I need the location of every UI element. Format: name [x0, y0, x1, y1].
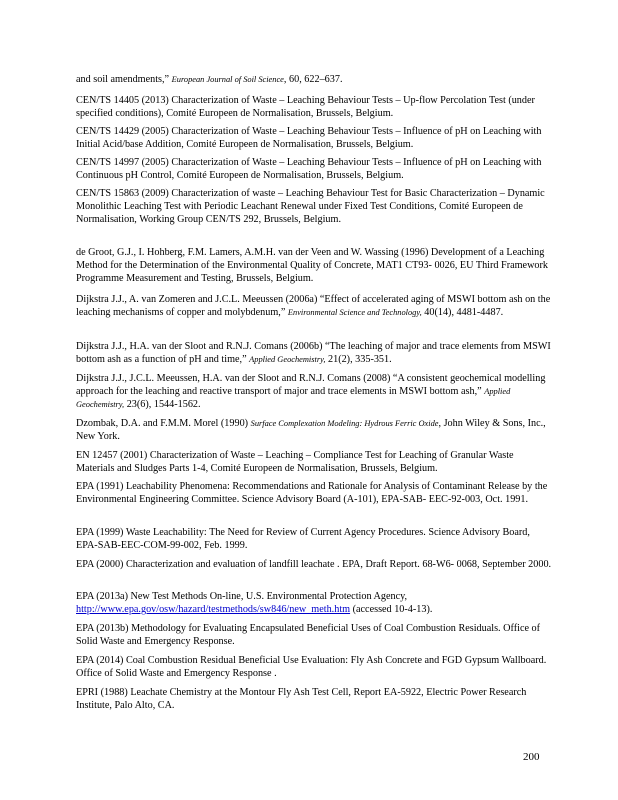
reference-entry: EPA (2014) Coal Combustion Residual Beneficial Use Evaluation: Fly Ash Concrete and FGD Gypsum Wallboard. Office of Solid Waste and Emergency Response .	[76, 655, 547, 679]
reference-entry: EPA (2000) Characterization and evaluation of landfill leachate . EPA, Draft Report. 68‐W6‐ 0068, September 2000.	[76, 559, 552, 570]
reference-entry: EN 12457 (2001) Characterization of Waste – Leaching – Compliance Test for Leaching of Granular Waste Materials and Sludges Parts 1‐4, Comité Europeen de Normalisation, Brussels, Belgium.	[76, 450, 514, 474]
reference-entry: CEN/TS 15863 (2009) Characterization of waste – Leaching Behaviour Test for Basic Characterization – Dynamic Monolithic Leaching Test with Periodic Leachant Renewal under Fixed Test Conditions, Comité Europeen de Normalisation, Working Group CEN/TS 292, Brussels, Belgium.	[76, 188, 545, 225]
reference-entry: Dzombak, D.A. and F.M.M. Morel (1990) Surface Complexation Modeling: Hydrous Ferric Oxide, John Wiley & Sons, Inc., New York.	[76, 418, 546, 442]
reference-entry: Dijkstra J.J., A. van Zomeren and J.C.L. Meeussen (2006a) “Effect of accelerated aging of MSWI bottom ash on the leaching mechanisms of copper and molybdenum,” Environmental Science and Technology, 40(14), 4481‐4487.	[76, 294, 551, 318]
reference-entry: and soil amendments,” European Journal of Soil Science, 60, 622–637.	[76, 74, 343, 85]
reference-entry: CEN/TS 14405 (2013) Characterization of Waste – Leaching Behaviour Tests – Up‐flow Percolation Test (under specified conditions), Comité Europeen de Normalisation, Brussels, Belgium.	[76, 95, 535, 119]
reference-entry: EPA (2013a) New Test Methods On‐line, U.S. Environmental Protection Agency, http://www.epa.gov/osw/hazard/testmethods/sw846/new_meth.htm (accessed 10‐4‐13).	[76, 591, 433, 615]
reference-entry: Dijkstra J.J., J.C.L. Meeussen, H.A. van der Sloot and R.N.J. Comans (2008) “A consistent geochemical modelling approach for the leaching and reactive transport of major and trace elements in MSWI bottom ash,” Applied Geochemistry, 23(6), 1544‐1562.	[76, 373, 546, 410]
reference-entry: EPA (1999) Waste Leachability: The Need for Review of Current Agency Procedures. Science Advisory Board, EPA‐SAB‐EEC‐COM‐99‐002, Feb. 1999.	[76, 527, 530, 551]
reference-entry: CEN/TS 14429 (2005) Characterization of Waste – Leaching Behaviour Tests – Influence of pH on Leaching with Initial Acid/base Addition, Comité Europeen de Normalisation, Brussels, Belgium.	[76, 126, 542, 150]
reference-entry: EPA (1991) Leachability Phenomena: Recommendations and Rationale for Analysis of Contaminant Release by the Environmental Engineering Committee. Science Advisory Board (A‐101), EPA‐SAB‐ EEC‐92‐003, Oct. 1991.	[76, 481, 548, 505]
reference-entry: EPRI (1988) Leachate Chemistry at the Montour Fly Ash Test Cell, Report EA‐5922, Electric Power Research Institute, Palo Alto, CA.	[76, 687, 527, 711]
reference-entry: de Groot, G.J., I. Hohberg, F.M. Lamers, A.M.H. van der Veen and W. Wassing (1996) Development of a Leaching Method for the Determination of the Environmental Quality of Concrete, MAT1 CT93‐ 0026, EU Third Framework Programme Measurement and Testing, Brussels, Belgium.	[76, 247, 549, 284]
reference-entry: EPA (2013b) Methodology for Evaluating Encapsulated Beneficial Uses of Coal Combustion Residuals. Office of Solid Waste and Emergency Response.	[76, 623, 541, 647]
reference-entry: Dijkstra J.J., H.A. van der Sloot and R.N.J. Comans (2006b) “The leaching of major and trace elements from MSWI bottom ash as a function of pH and time,” Applied Geochemistry, 21(2), 335‐351.	[76, 341, 551, 365]
reference-entry: CEN/TS 14997 (2005) Characterization of Waste – Leaching Behaviour Tests – Influence of pH on Leaching with Continuous pH Control, Comité Europeen de Normalisation, Brussels, Belgium.	[76, 157, 542, 181]
page-number: 200	[523, 751, 540, 763]
reference-link[interactable]: http://www.epa.gov/osw/hazard/testmethods/sw846/new_meth.htm	[76, 604, 351, 615]
